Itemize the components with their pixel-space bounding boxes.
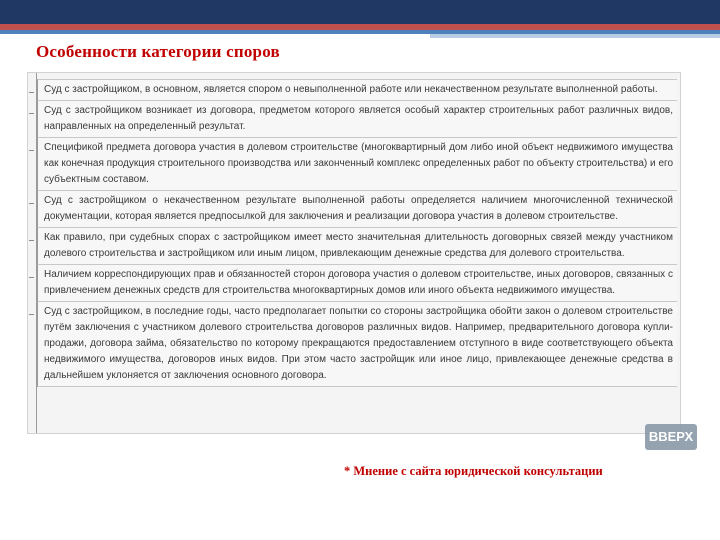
header-band <box>0 0 720 26</box>
table-row: Как правило, при судебных спорах с застройщиком имеет место значительная длительность договорных связей между участником долевого строительства и застройщиком или иным лицом, привлекающим денежные средства для долевого строительства. <box>37 228 677 265</box>
table-row: Суд с застройщиком о некачественном результате выполненной работы определяется наличием многочисленной технической документации, которая является предпосылкой для заключения и реализации договора участия в долевом строительстве. <box>37 191 677 228</box>
table-row: Суд с застройщиком, в последние годы, часто предполагает попытки со стороны застройщика обойти закон о долевом строительстве путём заключения с участником долевого строительства договоров различных видов. Например, предварительного договора купли-продажи, договора займа, обязательство по которому прекращаются предоставлением отступного в виде соответствующего объекта недвижимого имущества, договоров иных видов. При этом часто застройщик или иное лицо, привлекающее денежные средства в дальнейшем уклоняется от заключения основного договора. <box>37 302 677 387</box>
table-rows <box>37 79 677 387</box>
table-row: Суд с застройщиком возникает из договора, предметом которого является особый характер строительных работ различных видов, направленных на определенный результат. <box>37 101 677 138</box>
source-footnote: * Мнение с сайта юридической консультации <box>344 464 603 478</box>
header-stripe-light <box>430 34 720 38</box>
slide-title: Особенности категории споров <box>36 42 280 61</box>
table-row: Спецификой предмета договора участия в долевом строительстве (многоквартирный дом либо иной объект недвижимого имущества как конечная продукция строительного производства или законченный комплекс определенных работ по объекту строительства) и его субъектным составом. <box>37 138 677 191</box>
table-row: Суд с застройщиком, в основном, является спором о невыполненной работе или некачественном результате выполненной работы. <box>37 79 677 101</box>
dispute-features-table <box>27 72 694 444</box>
table-row: Наличием корреспондирующих прав и обязанностей сторон договора участия о долевом строительстве, иных договоров, связанных с привлечением денежных средств для строительства многоквартирных домов или иного объекта недвижимого имущества. <box>37 265 677 302</box>
back-to-top-button[interactable]: ВВЕРХ <box>645 424 697 450</box>
